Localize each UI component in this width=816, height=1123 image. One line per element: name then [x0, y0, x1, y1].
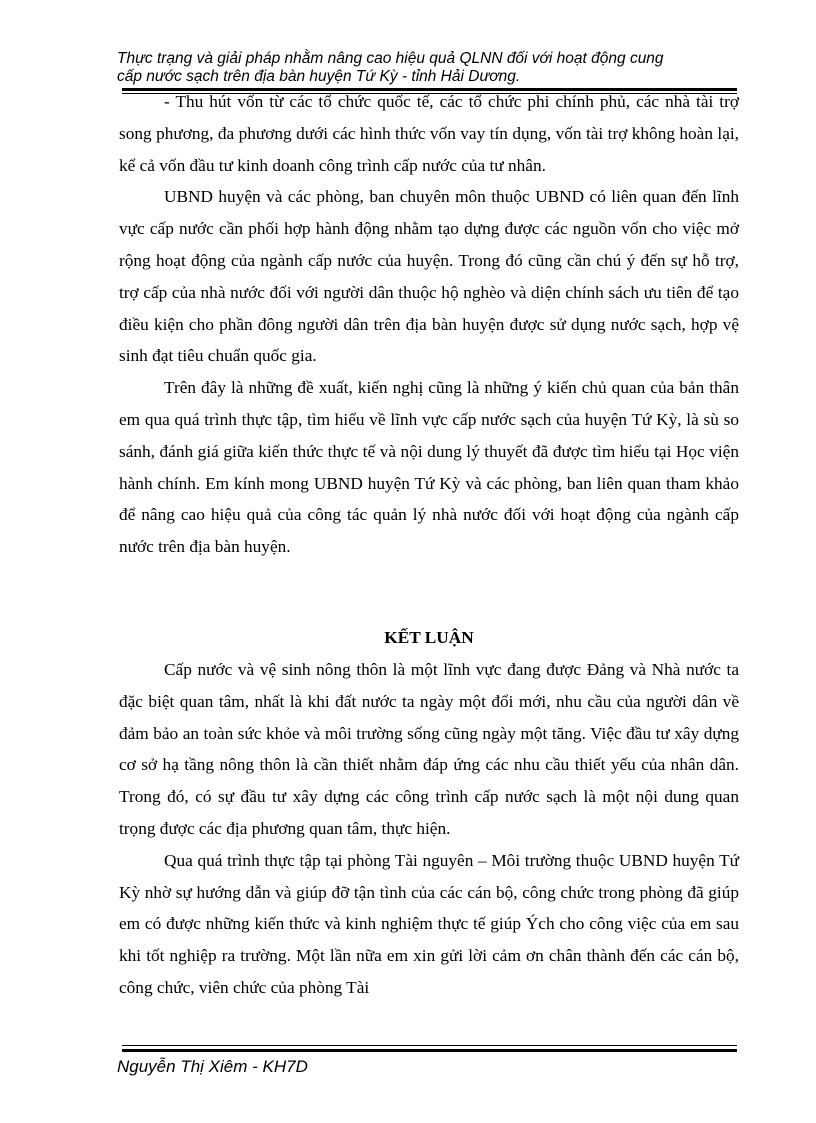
- header-title-line-2: cấp nước sạch trên địa bàn huyện Tứ Kỳ - tỉnh Hải Dương.: [117, 68, 521, 85]
- body-paragraph: Trên đây là những đề xuất, kiến nghị cũng là những ý kiến chủ quan của bản thân em qua quá trình thực tập, tìm hiểu về lĩnh vực cấp nước sạch của huyện Tứ Kỳ, là sù so sánh, đánh giá giữa kiến thức thực tế và nội dung lý thuyết đã được tìm hiểu tại Học viện hành chính. Em kính mong UBND huyện Tứ Kỳ và các phòng, ban liên quan tham khảo để nâng cao hiệu quả của công tác quản lý nhà nước đối với hoạt động của ngành cấp nước trên địa bàn huyện.: [119, 378, 739, 557]
- footer-rule-thin: [122, 1045, 737, 1046]
- body-paragraph: - Thu hút vốn từ các tổ chức quốc tế, các tổ chức phi chính phủ, các nhà tài trợ song phương, đa phương dưới các hình thức vốn vay tín dụng, vốn tài trợ không hoàn lại, kể cả vốn đầu tư kinh doanh công trình cấp nước của tư nhân.: [119, 92, 739, 175]
- conclusion-heading: KẾT LUẬN: [384, 628, 474, 647]
- footer-author: Nguyễn Thị Xiêm - KH7D: [117, 1057, 308, 1076]
- body-paragraph: UBND huyện và các phòng, ban chuyên môn thuộc UBND có liên quan đến lĩnh vực cấp nước cần phối hợp hành động nhằm tạo dựng được các nguồn vốn cho việc mở rộng hoạt động của ngành cấp nước của huyện. Trong đó cũng cần chú ý đến sự hỗ trợ, trợ cấp của nhà nước đối với người dân thuộc hộ nghèo và diện chính sách ưu tiên để tạo điều kiện cho phần đông người dân trên địa bàn huyện được sử dụng nước sạch, hợp vệ sinh đạt tiêu chuẩn quốc gia.: [119, 187, 739, 366]
- body-section: [119, 86, 739, 563]
- running-header: [117, 50, 747, 86]
- conclusion-paragraph: Cấp nước và vệ sinh nông thôn là một lĩnh vực đang được Đảng và Nhà nước ta đặc biệt quan tâm, nhất là khi đất nước ta ngày một đổi mới, nhu cầu của người dân về đảm bảo an toàn sức khỏe và môi trường sống cũng ngày một tăng. Việc đầu tư xây dựng cơ sở hạ tầng nông thôn là cần thiết nhằm đáp ứng các nhu cầu thiết yếu của nhân dân. Trong đó, có sự đầu tư xây dựng các công trình cấp nước sạch là một nội dung quan trọng được các địa phương quan tâm, thực hiện.: [119, 660, 739, 838]
- footer-rule-thick: [122, 1049, 737, 1052]
- conclusion-paragraph: Qua quá trình thực tập tại phòng Tài nguyên – Môi trường thuộc UBND huyện Tứ Kỳ nhờ sự hướng dẫn và giúp đỡ tận tình của các cán bộ, công chức trong phòng đã giúp em có được những kiến thức và kinh nghiệm thực tế giúp Ých cho công việc của em sau khi tốt nghiệp ra trường. Một lần nữa em xin gửi lời cảm ơn chân thành đến các cán bộ, công chức, viên chức của phòng Tài: [119, 850, 739, 997]
- conclusion-section: [119, 654, 739, 1004]
- header-title-line-1: Thực trạng và giải pháp nhằm nâng cao hiệu quả QLNN đối với hoạt động cung: [117, 50, 664, 67]
